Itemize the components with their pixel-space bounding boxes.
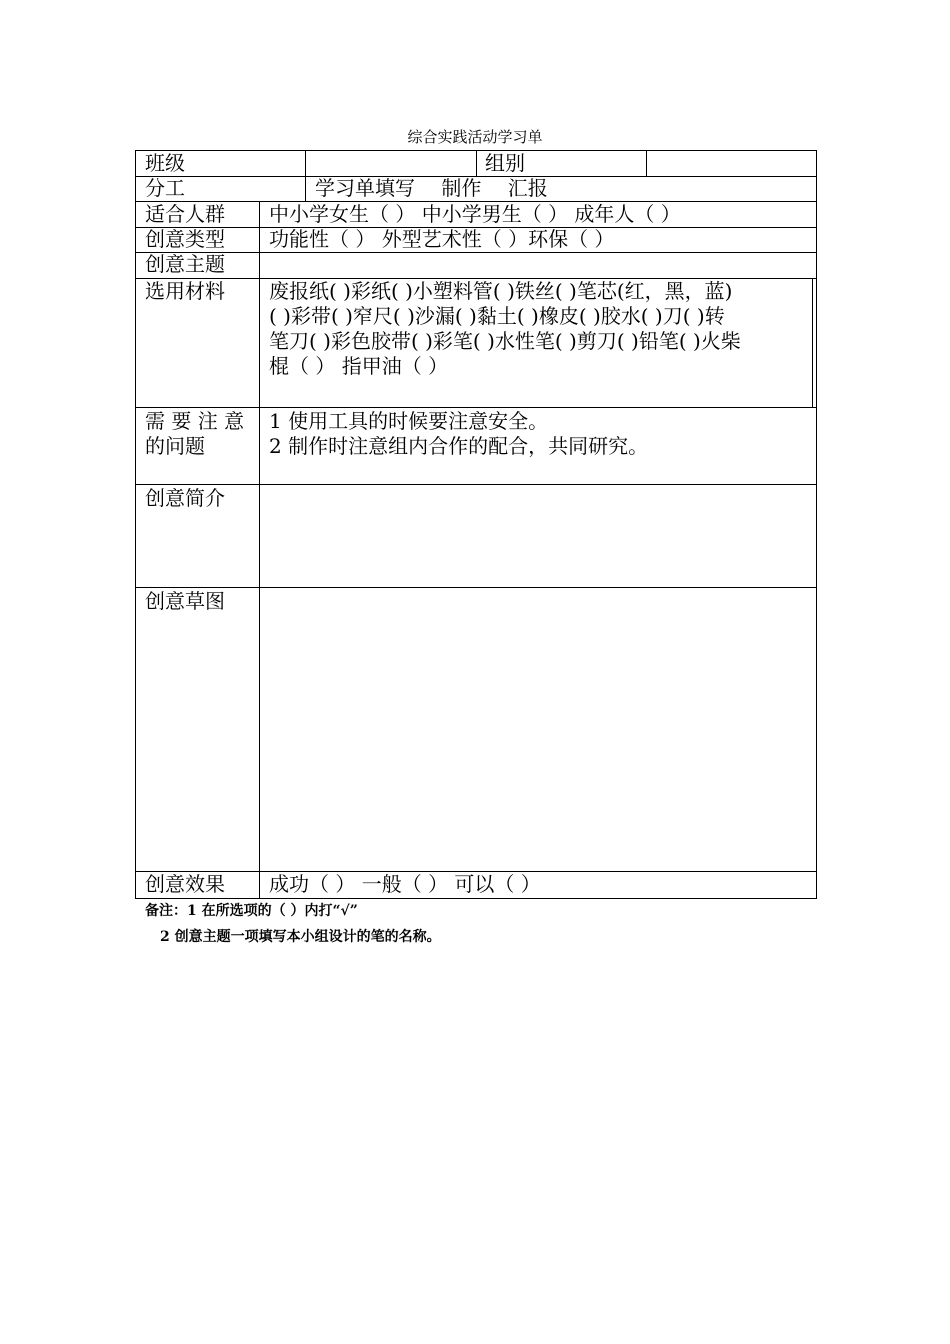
group-label: 组别 <box>485 151 525 175</box>
row-divider <box>136 407 816 408</box>
study-sheet-table <box>135 150 817 899</box>
intro-label: 创意简介 <box>145 486 225 510</box>
materials-line: ( )彩带( )窄尺( )沙漏( )黏土( )橡皮( )胶水( )刀( )转 <box>269 304 725 328</box>
effect-label: 创意效果 <box>145 872 225 896</box>
attention-label: 需 要 注 意 <box>145 409 245 433</box>
footnote: 2 创意主题一项填写本小组设计的笔的名称。 <box>160 929 441 945</box>
footnote: 备注：1 在所选项的（ ）内打“√” <box>145 903 358 919</box>
materials-label: 选用材料 <box>145 279 225 303</box>
audience-label: 适合人群 <box>145 202 225 226</box>
materials-line: 笔刀( )彩色胶带( )彩笔( )水性笔( )剪刀( )铅笔( )火柴 <box>269 329 741 353</box>
type-label: 创意类型 <box>145 227 225 251</box>
class-label: 班级 <box>145 151 185 175</box>
type-value: 功能性（ ） 外型艺术性（ ）环保（ ） <box>269 227 615 251</box>
page-title: 综合实践活动学习单 <box>407 128 543 146</box>
division-value: 学习单填写 制作 汇报 <box>315 176 548 200</box>
audience-value: 中小学女生（ ） 中小学男生（ ） 成年人（ ） <box>269 202 681 226</box>
division-label: 分工 <box>145 176 185 200</box>
materials-line: 废报纸( )彩纸( )小塑料管( )铁丝( )笔芯(红，黑，蓝) <box>269 279 733 303</box>
col-divider <box>646 151 647 177</box>
sketch-label: 创意草图 <box>145 589 225 613</box>
col-divider <box>812 279 813 407</box>
attention-line: 2 制作时注意组内合作的配合，共同研究。 <box>269 434 649 458</box>
col-divider <box>305 151 306 202</box>
effect-value: 成功（ ） 一般（ ） 可以（ ） <box>269 872 541 896</box>
col-divider <box>476 151 477 177</box>
attention-label: 的问题 <box>145 434 205 458</box>
attention-line: 1 使用工具的时候要注意安全。 <box>269 409 549 433</box>
materials-line: 棍（ ） 指甲油（ ） <box>269 354 449 378</box>
col-divider <box>259 202 260 898</box>
row-divider <box>136 587 816 588</box>
row-divider <box>136 484 816 485</box>
theme-label: 创意主题 <box>145 252 225 276</box>
row-divider <box>136 252 816 253</box>
